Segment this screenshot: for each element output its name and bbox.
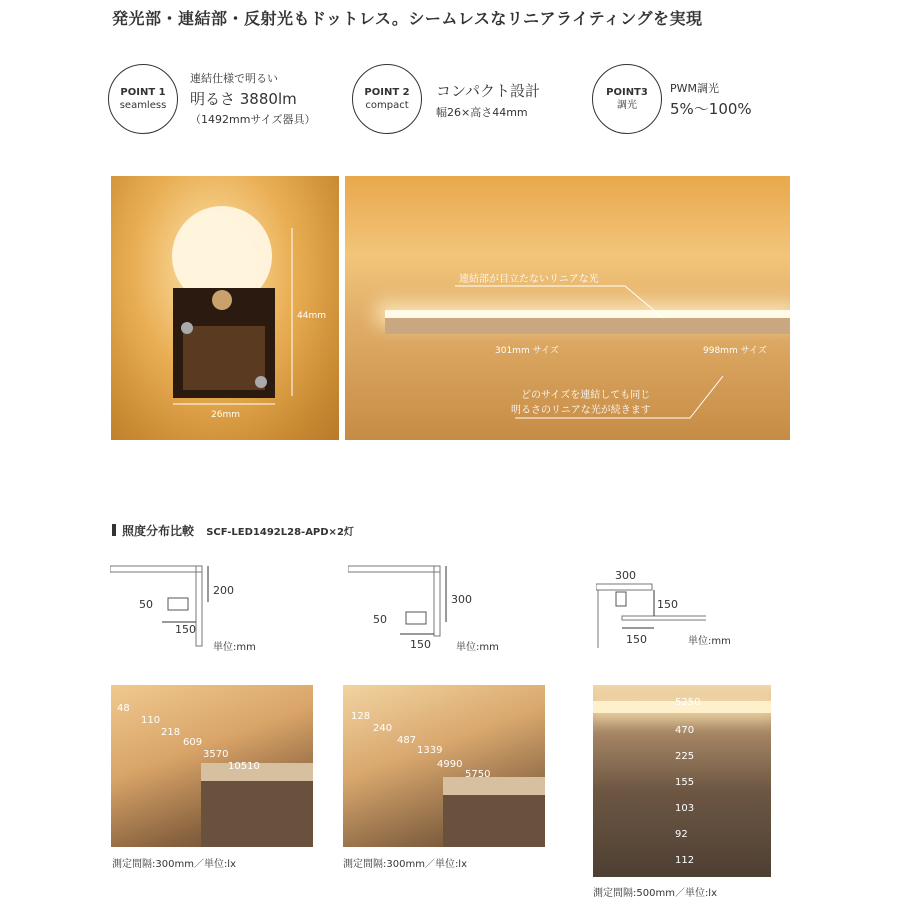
linear-light-photo — [345, 176, 790, 440]
lux-3-value-5: 103 — [675, 803, 695, 814]
lux-3-value-2: 470 — [675, 725, 695, 736]
lux-3-value-3: 225 — [675, 751, 695, 762]
lux-2-value-2: 240 — [373, 723, 393, 734]
lux-2-caption: 測定間隔:300mm／単位:lx — [343, 859, 468, 870]
diagram-3-dim-a: 300 — [615, 569, 636, 582]
installation-diagram-1 — [110, 562, 230, 652]
lux-1-caption: 測定間隔:300mm／単位:lx — [112, 859, 237, 870]
diagram-2-dim-a: 300 — [451, 593, 472, 606]
point-2-text1: コンパクト設計 — [436, 82, 540, 100]
lux-2-value-3: 487 — [397, 735, 417, 746]
lux-1-value-2: 110 — [141, 715, 161, 726]
point-2-badge — [352, 64, 422, 134]
lux-3-value-4: 155 — [675, 777, 695, 788]
point-2-sub: compact — [365, 100, 409, 111]
height-dimension-label: 44mm — [297, 311, 326, 321]
diagram-1-dim-b: 50 — [139, 598, 153, 611]
diagram-1-dim-a: 200 — [213, 584, 234, 597]
lux-1-value-1: 48 — [117, 703, 130, 714]
lux-3-value-7: 112 — [675, 855, 695, 866]
diagram-3-dim-c: 150 — [626, 633, 647, 646]
section-bar — [112, 524, 116, 536]
diagram-1-dim-c: 150 — [175, 623, 196, 636]
fixture-cross-section-photo — [111, 176, 339, 440]
point-3-text2: 5%～100% — [670, 100, 752, 118]
diagram-2-dim-b: 50 — [373, 613, 387, 626]
diagram-2-dim-c: 150 — [410, 638, 431, 651]
fixture-illustration — [111, 176, 339, 440]
lux-1-value-3: 218 — [161, 727, 181, 738]
installation-diagram-2 — [348, 562, 468, 652]
point-3-label: POINT3 — [606, 87, 648, 98]
point-1-label: POINT 1 — [120, 87, 166, 98]
lux-3-caption: 測定間隔:500mm／単位:lx — [593, 888, 718, 899]
point-1-sub: seamless — [119, 100, 167, 111]
section-title-text: 照度分布比較 — [122, 524, 195, 538]
size-301-label: 301mm サイズ — [495, 346, 559, 356]
point-1-text3: （1492mmサイズ器具） — [190, 113, 316, 126]
size-998-label: 998mm サイズ — [703, 346, 767, 356]
wall-2 — [443, 795, 545, 847]
lux-3-value-1: 5250 — [675, 697, 701, 708]
callout-bottom-2: 明るさのリニアな光が続きます — [511, 405, 651, 416]
lux-1-value-4: 609 — [183, 737, 203, 748]
width-dimension-label: 26mm — [211, 410, 240, 420]
point-3-sub: 調光 — [617, 100, 637, 111]
section-title — [112, 522, 354, 539]
point-2-text2: 幅26×高さ44mm — [436, 106, 528, 119]
diagram-3-unit: 単位:mm — [688, 636, 731, 647]
point-1-text1: 連結仕様で明るい — [190, 72, 278, 85]
point-3-text1: PWM調光 — [670, 82, 720, 95]
point-1-text2: 明るさ 3880lm — [190, 90, 297, 108]
diagram-1-unit: 単位:mm — [213, 642, 256, 653]
callout-bottom-1: どのサイズを連結しても同じ — [521, 390, 651, 401]
section-model: SCF-LED1492L28-APD×2灯 — [206, 527, 354, 538]
point-1-badge — [108, 64, 178, 134]
lux-3-value-6: 92 — [675, 829, 688, 840]
wall-1 — [201, 781, 313, 847]
lux-photo-2 — [343, 685, 545, 847]
lux-2-value-1: 128 — [351, 711, 371, 722]
lux-1-value-5: 3570 — [203, 749, 229, 760]
lux-2-value-4: 1339 — [417, 745, 443, 756]
lux-photo-1 — [111, 685, 313, 847]
diagram-2-unit: 単位:mm — [456, 642, 499, 653]
cove-2 — [443, 777, 545, 795]
lux-photo-3 — [593, 685, 771, 877]
callout-top: 連結部が目立たないリニアな光 — [459, 274, 599, 285]
point-2-label: POINT 2 — [364, 87, 410, 98]
lux-2-value-5: 4990 — [437, 759, 463, 770]
lux-1-value-6: 10510 — [228, 761, 260, 772]
headline: 発光部・連結部・反射光もドットレス。シームレスなリニアライティングを実現 — [112, 9, 703, 28]
lux-2-value-6: 5750 — [465, 769, 491, 780]
point-3-badge — [592, 64, 662, 134]
diagram-3-dim-b: 150 — [657, 598, 678, 611]
